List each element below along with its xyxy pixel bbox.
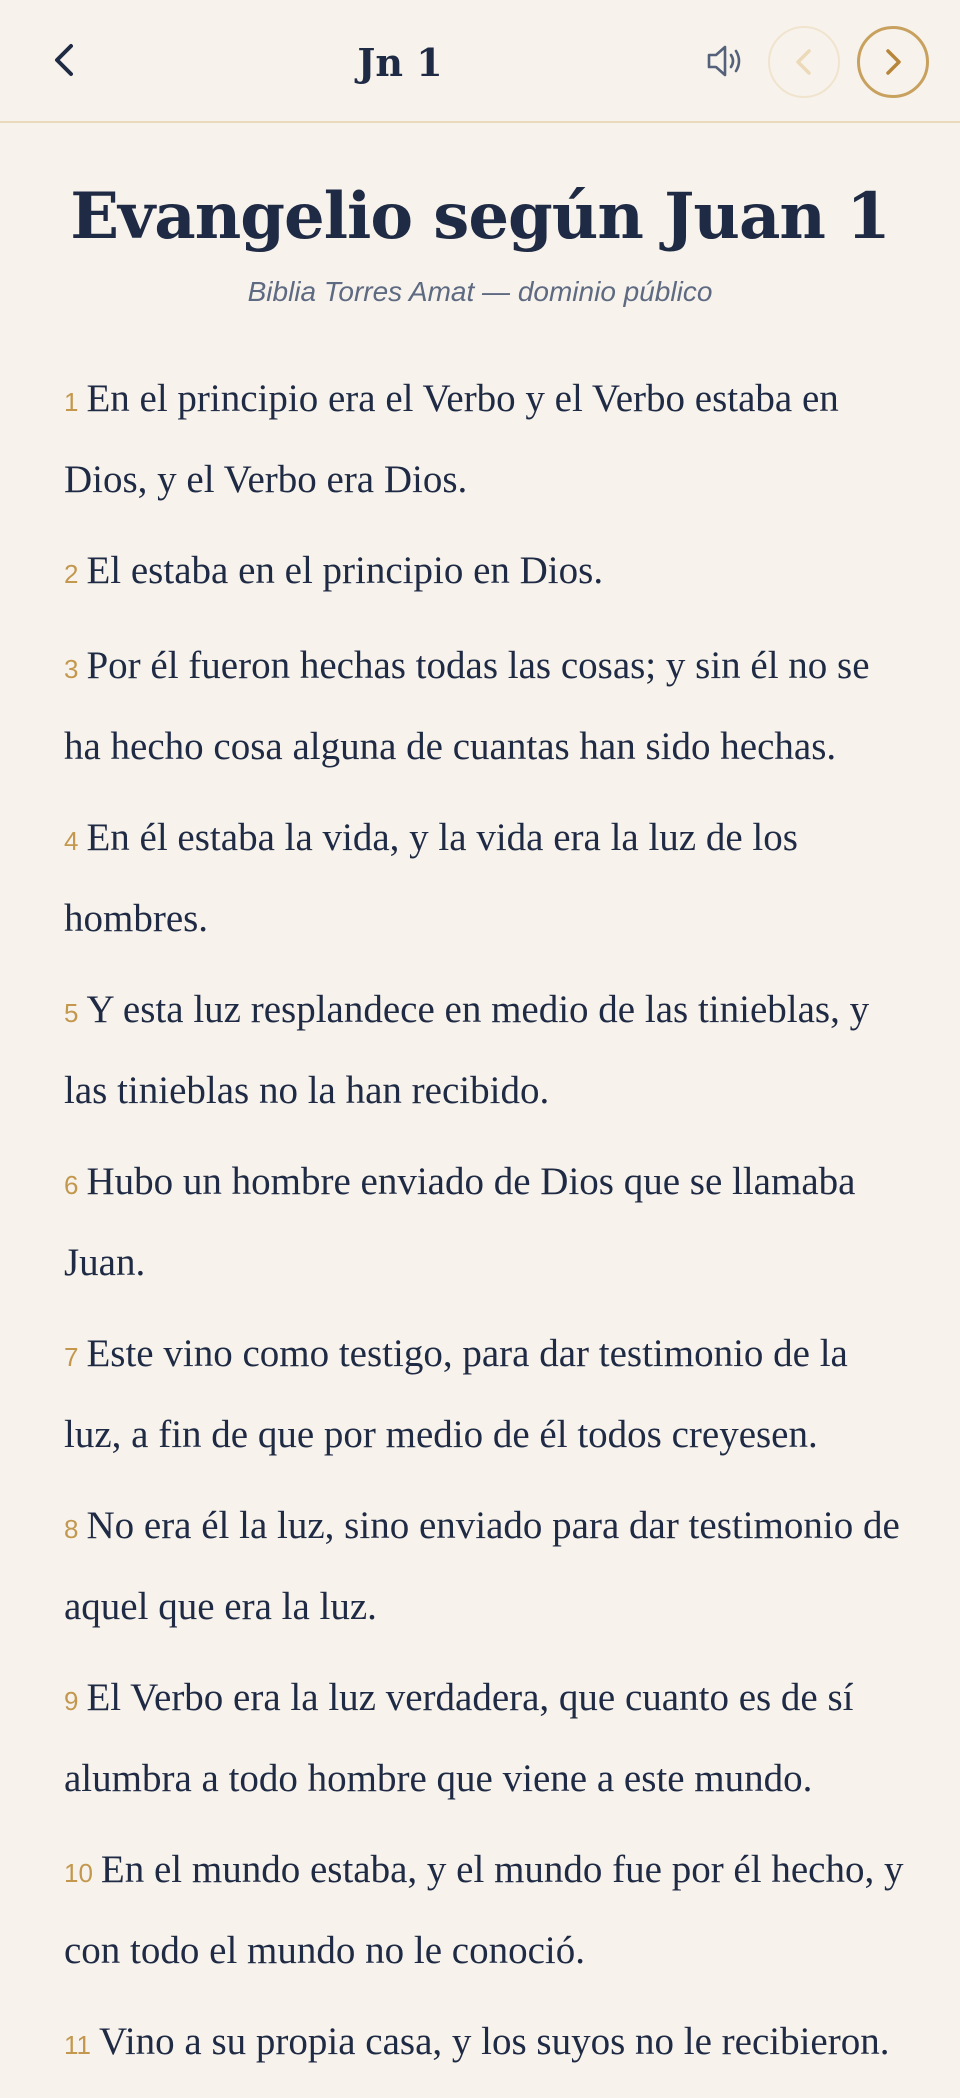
verse[interactable]: [64, 2003, 904, 2084]
verse-text: No era él la luz, sino enviado para dar testimonio de aquel que era la luz.: [64, 1504, 900, 1628]
verse[interactable]: [64, 627, 904, 785]
verse-number: 10: [64, 1858, 93, 1888]
verse-text: El Verbo era la luz verdadera, que cuanto es de sí alumbra a todo hombre que viene a este mundo.: [64, 1676, 854, 1800]
verse-number: 8: [64, 1514, 79, 1544]
verse-number: 4: [64, 826, 79, 856]
chevron-left-icon: [792, 46, 816, 78]
verse-number: 5: [64, 998, 79, 1028]
previous-chapter-button[interactable]: [768, 26, 840, 98]
verse-text: Vino a su propia casa, y los suyos no le recibieron.: [99, 2020, 890, 2063]
verse[interactable]: [64, 1659, 904, 1817]
verse-number: 9: [64, 1686, 79, 1716]
verse[interactable]: [64, 532, 904, 613]
verse-text: Este vino como testigo, para dar testimonio de la luz, a fin de que por medio de él todos creyesen.: [64, 1332, 848, 1456]
verse[interactable]: [64, 1143, 904, 1301]
speaker-icon: [705, 43, 745, 79]
chevron-right-icon: [881, 46, 905, 78]
chapter-reference-title[interactable]: Jn 1: [357, 40, 443, 85]
verse-number: 1: [64, 387, 79, 417]
translation-subtitle: Biblia Torres Amat — dominio público: [247, 276, 713, 307]
verse-number: 11: [64, 2030, 91, 2060]
verse-text: En el principio era el Verbo y el Verbo estaba en Dios, y el Verbo era Dios.: [64, 377, 839, 501]
verse-text: Por él fueron hechas todas las cosas; y sin él no se ha hecho cosa alguna de cuantas han sido hechas.: [64, 644, 870, 768]
verse-text: Y esta luz resplandece en medio de las tinieblas, y las tinieblas no la han recibido.: [64, 988, 870, 1112]
verse-number: 7: [64, 1342, 79, 1372]
verse[interactable]: [64, 971, 904, 1129]
next-chapter-button[interactable]: [857, 26, 929, 98]
verse-text: El estaba en el principio en Dios.: [86, 549, 604, 592]
verse-number: 2: [64, 559, 79, 589]
verse-list: [64, 360, 904, 2098]
verse[interactable]: [64, 360, 904, 518]
verse-text: Hubo un hombre enviado de Dios que se llamaba Juan.: [64, 1160, 856, 1284]
verse-text: En él estaba la vida, y la vida era la luz de los hombres.: [64, 816, 798, 940]
verse[interactable]: [64, 1315, 904, 1473]
verse[interactable]: [64, 1831, 904, 1989]
back-button[interactable]: [34, 30, 94, 90]
verse[interactable]: [64, 799, 904, 957]
verse[interactable]: [64, 1487, 904, 1645]
verse-number: 6: [64, 1170, 79, 1200]
audio-button[interactable]: [700, 36, 750, 86]
chevron-left-icon: [49, 40, 79, 80]
chapter-title: Evangelio según Juan 1: [70, 179, 890, 254]
verse-number: 3: [64, 654, 79, 684]
top-nav-bar: [0, 0, 960, 123]
verse-text: En el mundo estaba, y el mundo fue por él hecho, y con todo el mundo no le conoció.: [64, 1848, 904, 1972]
